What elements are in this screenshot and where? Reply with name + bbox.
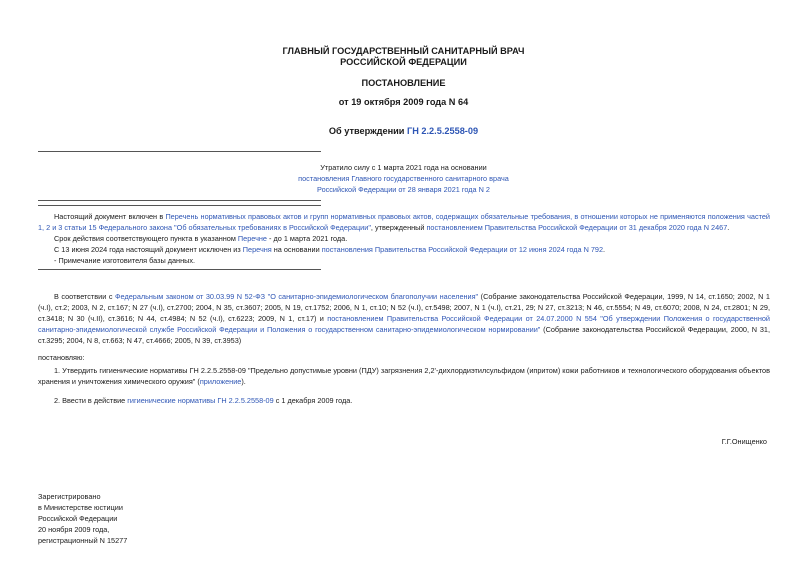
- hygienic-standards-link[interactable]: гигиенические нормативы ГН 2.2.5.2558-09: [127, 396, 274, 405]
- exclusion-text-2: на основании: [271, 245, 322, 254]
- preamble-paragraph: [38, 291, 770, 346]
- validity-text-1: Срок действия соответствующего пункта в указанном: [54, 234, 238, 243]
- preamble-text-2: (Собрание законодательства Российской Федерации, 1999, N 14, ст.1650; 2002, N 1 (ч.I), ст.2; 2003, N 2, ст.167; N 27 (ч.I), ст.2700; 2004, N 35, ст.3607; 2005, N 19, ст.1752; 2006, N 1, ст.10; N 52 (ч.I), ст.5498; 2007, N 1 (ч.I), ст.21, 29; N 27, ст.3213; N 46, ст.5554; N 49, ст.6070; 2008, N 24, ст.2801; N 29, ст.3418; N 30 (ч.II), ст.3616; N 44, ст.4984; N 52 (ч.I), ст.6223; 2009, N 1, ст.17) и: [38, 292, 770, 323]
- exclusion-text-3: .: [603, 245, 606, 254]
- registration-line-5: регистрационный N 15277: [38, 536, 128, 545]
- resolution-554-link[interactable]: постановлением Правительства Российской Федерации от 24.07.2000 N 554 "Об утверждении Положения о государственной санитарно-эпидемиологической службе Российской Федерации и Положения о государственном санитарно-эпидемиологическом нормировании": [38, 314, 770, 334]
- registration-block: [38, 491, 127, 546]
- document-type: ПОСТАНОВЛЕНИЕ: [361, 78, 446, 88]
- item-1-text-2: ).: [241, 377, 246, 386]
- divider-2: [38, 200, 321, 201]
- document-date: от 19 октября 2009 года N 64: [338, 97, 469, 107]
- item-2-paragraph: [38, 395, 770, 406]
- status-note-link-2[interactable]: Российской Федерации от 28 января 2021 года N 2: [317, 185, 490, 194]
- preamble-text-1: В соответствии с: [54, 292, 115, 301]
- resolves-heading: постановляю:: [38, 353, 85, 362]
- registration-line-2: в Министерстве юстиции: [38, 503, 123, 512]
- validity-perechen-link[interactable]: Перечне: [237, 234, 267, 243]
- perechen-link[interactable]: Перечень нормативных правовых актов и групп нормативных правовых актов, содержащих обязательные требования, в отношении которых не применяются положения частей 1, 2 и 3 статьи 15 Федерального закона "Об обязательных требованиях в Российской Федерации": [38, 212, 770, 232]
- registration-line-3: Российской Федерации: [38, 514, 118, 523]
- item-2-text-1: 2. Ввести в действие: [54, 396, 128, 405]
- inclusion-text-3: .: [727, 223, 730, 232]
- registration-line-4: 20 ноября 2009 года,: [38, 525, 110, 534]
- issuer-title: [0, 46, 807, 68]
- inclusion-text-2: , утвержденный: [370, 223, 427, 232]
- inclusion-paragraph: [38, 211, 770, 233]
- status-note-link-1[interactable]: постановления Главного государственного санитарного врача: [298, 174, 509, 183]
- resolution-2467-link[interactable]: постановлением Правительства Российской Федерации от 31 декабря 2020 года N 2467: [426, 223, 728, 232]
- subject-prefix: Об утверждении: [328, 126, 407, 136]
- resolution-792-link[interactable]: постановления Правительства Российской Федерации от 12 июня 2024 года N 792: [321, 245, 604, 254]
- preamble-text-3: (Собрание законодательства Российской Федерации, 2000, N 31, ст.3295; 2004, N 8, ст.663; N 47, ст.4666; 2005, N 39, ст.3953): [38, 325, 770, 345]
- divider-3: [38, 205, 321, 206]
- exclusion-text-1: С 13 июня 2024 года настоящий документ исключен из: [54, 245, 243, 254]
- status-note: [0, 162, 807, 195]
- document-subject: [0, 126, 807, 137]
- appendix-link[interactable]: приложение: [199, 377, 242, 386]
- validity-paragraph: [38, 233, 770, 244]
- signature: Г.Г.Онищенко: [721, 437, 767, 446]
- item-2-text-2: с 1 декабря 2009 года.: [273, 396, 353, 405]
- inclusion-text-1: Настоящий документ включен в: [54, 212, 166, 221]
- divider-top: [38, 151, 321, 152]
- database-note: - Примечание изготовителя базы данных.: [54, 256, 196, 265]
- exclusion-perechen-link[interactable]: Перечня: [242, 245, 272, 254]
- item-1-text-1: 1. Утвердить гигиенические нормативы ГН 2.2.5.2558-09 "Предельно допустимые уровни (ПДУ) загрязнения 2,2'-дихлордиэтилсульфидом (ипритом) кожи работников и технологического оборудования объектов хранения и уничтожения химического оружия" (: [38, 366, 770, 386]
- item-1-paragraph: [38, 365, 770, 387]
- issuer-line-1: ГЛАВНЫЙ ГОСУДАРСТВЕННЫЙ САНИТАРНЫЙ ВРАЧ: [282, 46, 525, 56]
- status-note-line-1: Утратило силу с 1 марта 2021 года на основании: [320, 163, 487, 172]
- registration-line-1: Зарегистрировано: [38, 492, 101, 501]
- validity-text-2: - до 1 марта 2021 года.: [267, 234, 348, 243]
- subject-standard-link[interactable]: ГН 2.2.5.2558-09: [406, 126, 479, 136]
- issuer-line-2: РОССИЙСКОЙ ФЕДЕРАЦИИ: [340, 57, 467, 67]
- federal-law-52-link[interactable]: Федеральным законом от 30.03.99 N 52-ФЗ "О санитарно-эпидемиологическом благополучии населения": [115, 292, 479, 301]
- divider-4: [38, 269, 321, 270]
- exclusion-paragraph: [38, 244, 770, 255]
